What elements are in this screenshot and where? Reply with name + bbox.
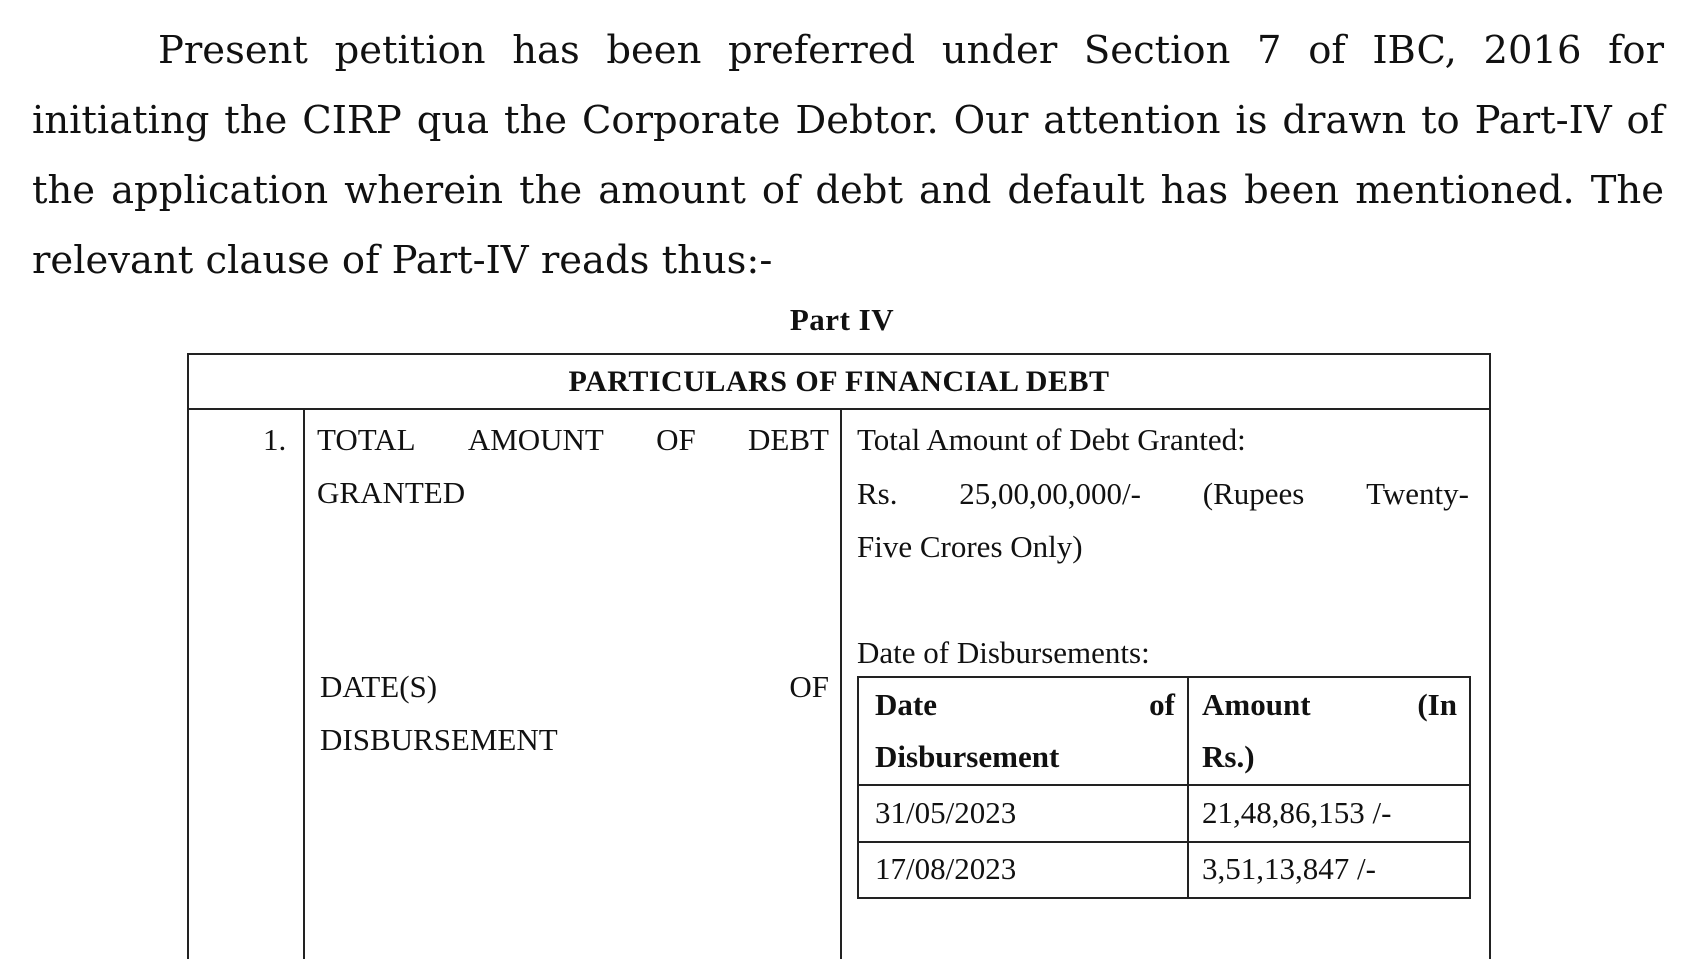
- col-amount-header-line2: Rs.): [1202, 739, 1255, 774]
- inner-bottom-border: [857, 897, 1471, 899]
- disbursement-date-2: 17/08/2023: [875, 851, 1017, 886]
- col-amount-header-line1: Amount (In: [1202, 687, 1457, 722]
- table-heading: PARTICULARS OF FINANCIAL DEBT: [568, 365, 1110, 398]
- disbursement-table: [857, 676, 1471, 899]
- inner-left-border: [857, 676, 859, 899]
- column-separator-2: [840, 408, 842, 959]
- left-label-disbursement-line1: DATE(S) OF: [320, 669, 829, 704]
- table-right-border: [1489, 353, 1491, 959]
- total-debt-amount-line1: Rs. 25,00,00,000/- (Rupees Twenty-: [857, 476, 1469, 511]
- row-number: 1.: [263, 422, 287, 457]
- disbursement-date-1: 31/05/2023: [875, 795, 1017, 830]
- table-left-border: [187, 353, 189, 959]
- left-label-disbursement-line2: DISBURSEMENT: [320, 722, 558, 757]
- part-title: Part IV: [789, 302, 895, 337]
- financial-debt-table: [187, 353, 1491, 959]
- intro-paragraph: Present petition has been preferred under Section 7 of IBC, 2016 for initiating the CIRP qua the Corporate Debtor. Our attention is drawn to Part-IV of the application wherein the amount of debt and default has been mentioned. The relevant clause of Part-IV reads thus:-: [32, 28, 1664, 283]
- disbursement-amount-2: 3,51,13,847 /-: [1202, 851, 1376, 886]
- total-debt-label: Total Amount of Debt Granted:: [857, 422, 1246, 457]
- disbursement-amount-1: 21,48,86,153 /-: [1202, 795, 1392, 830]
- col-date-header-line2: Disbursement: [875, 739, 1060, 774]
- left-label-debt-granted-line1: TOTAL AMOUNT OF DEBT: [317, 422, 829, 457]
- left-label-debt-granted-line2: GRANTED: [317, 475, 466, 510]
- dates-of-disbursement-label: Date of Disbursements:: [857, 635, 1150, 670]
- column-separator-1: [303, 408, 305, 959]
- total-debt-amount-line2: Five Crores Only): [857, 529, 1083, 564]
- col-date-header-line1: Date of: [875, 687, 1175, 722]
- inner-column-separator: [1187, 676, 1189, 899]
- inner-right-border: [1469, 676, 1471, 899]
